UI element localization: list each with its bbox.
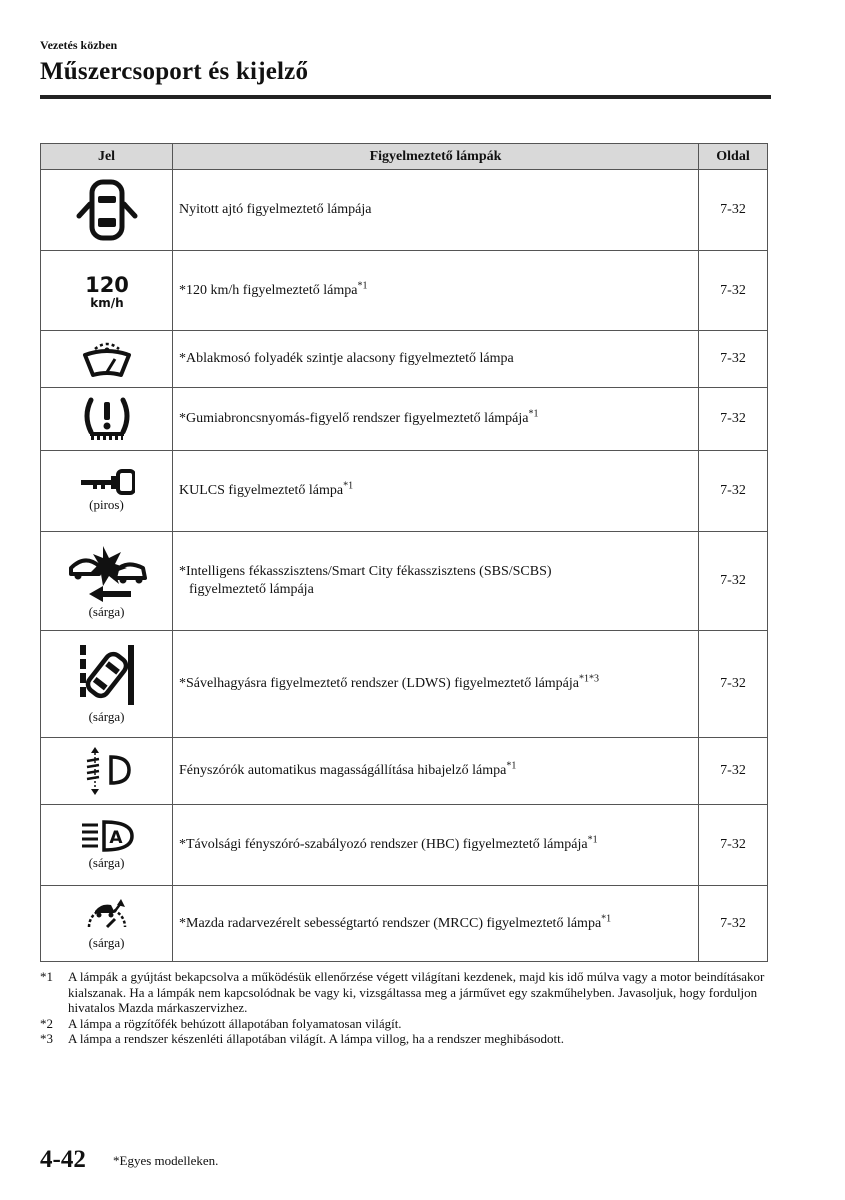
table-row [41, 532, 768, 631]
warning-lamp-table [40, 143, 768, 962]
icon-cell [41, 631, 173, 738]
page-title: Műszercsoport és kijelző [40, 58, 309, 85]
radar-cruise-icon [85, 897, 129, 933]
page-reference: 7-32 [699, 388, 768, 451]
page-reference: 7-32 [699, 738, 768, 805]
svg-text:km/h: km/h [89, 295, 124, 310]
lamp-description: *Ablakmosó folyadék szintje alacsony figyelmeztető lámpa [173, 331, 699, 388]
column-header-symbol: Jel [41, 144, 173, 170]
table-row [41, 738, 768, 805]
lamp-description: Nyitott ajtó figyelmeztető lámpája [173, 170, 699, 251]
footnote-ref: *1 [587, 834, 598, 846]
section-label: Vezetés közben [40, 38, 118, 52]
footnotes [40, 969, 770, 1047]
collision-brake-icon [65, 542, 149, 602]
page-reference: 7-32 [699, 805, 768, 886]
lamp-description: KULCS figyelmeztető lámpa$^{*1}$ [173, 451, 699, 532]
footnote-text: A lámpa a rendszer készenléti állapotában világít. A lámpa villog, ha a rendszer meghibásodott. [68, 1031, 565, 1046]
page-reference: 7-32 [699, 331, 768, 388]
icon-cell [41, 170, 173, 251]
icon-cell [41, 251, 173, 331]
lamp-description: *Sávelhagyásra figyelmeztető rendszer (LDWS) figyelmeztető lámpája$^{*1*3}$ [173, 631, 699, 738]
lamp-description: Fényszórók automatikus magasságállítása hibajelző lámpa$^{*1}$ [173, 738, 699, 805]
icon-cell [41, 331, 173, 388]
open-door-icon [76, 178, 138, 242]
lamp-color-note: (piros) [89, 497, 124, 512]
table-row [41, 631, 768, 738]
lamp-description: *120 km/h figyelmeztető lámpa$^{*1}$ [173, 251, 699, 331]
footnote [40, 969, 770, 1016]
icon-cell [41, 451, 173, 532]
lamp-color-note: (sárga) [88, 604, 125, 619]
icon-cell [41, 886, 173, 962]
lane-departure-icon [76, 643, 138, 707]
footnote-ref: *1 [357, 279, 368, 291]
lamp-description: *Intelligens fékasszisztens/Smart City fékasszisztens (SBS/SCBS) figyelmeztető lámpája [173, 532, 699, 631]
footnote-mark: *2 [40, 1015, 53, 1031]
footnote [40, 1016, 770, 1032]
table-row [41, 451, 768, 532]
column-header-lamps: Figyelmeztető lámpák [173, 144, 699, 170]
high-beam-control-icon [80, 819, 134, 853]
page-reference: 7-32 [699, 451, 768, 532]
lamp-description: *Távolsági fényszóró-szabályozó rendszer (HBC) figyelmeztető lámpája$^{*1}$ [173, 805, 699, 886]
speed-120-icon [82, 271, 132, 311]
footnote-ref: *1 [506, 760, 517, 772]
icon-cell [41, 738, 173, 805]
footnote-mark: *3 [40, 1031, 53, 1046]
page-reference: 7-32 [699, 251, 768, 331]
footer-note: *Egyes modelleken. [113, 1153, 219, 1168]
lamp-description: *Gumiabroncsnyomás-figyelő rendszer figyelmeztető lámpája$^{*1}$ [173, 388, 699, 451]
column-header-page: Oldal [699, 144, 768, 170]
lamp-color-note: (sárga) [88, 934, 125, 950]
washer-fluid-icon [81, 339, 133, 379]
table-header-row [41, 144, 768, 170]
table-row [41, 388, 768, 451]
footnote [40, 1031, 770, 1047]
svg-text:A: A [108, 828, 123, 848]
tire-pressure-icon [81, 396, 133, 442]
table-row [41, 805, 768, 886]
page-reference: 7-32 [699, 532, 768, 631]
table-row [41, 251, 768, 331]
footnote-ref: *1 [343, 480, 354, 492]
table-row [41, 170, 768, 251]
icon-cell [41, 805, 173, 886]
lamp-description: *Mazda radarvezérelt sebességtartó rendszer (MRCC) figyelmeztető lámpa$^{*1}$ [173, 886, 699, 962]
key-icon [79, 469, 135, 495]
icon-cell [41, 532, 173, 631]
footnote-ref: *1 [601, 912, 612, 924]
title-divider [40, 95, 771, 99]
footnote-ref: *1 [528, 408, 539, 420]
table-row [41, 886, 768, 962]
footnote-text: A lámpa a rögzítőfék behúzott állapotában folyamatosan világít. [68, 1015, 402, 1031]
icon-cell [41, 388, 173, 451]
page-reference: 7-32 [699, 170, 768, 251]
footnote-ref: *1*3 [579, 673, 599, 685]
page-reference: 7-32 [699, 631, 768, 738]
footnote-mark: *1 [40, 969, 53, 984]
lamp-color-note: (sárga) [88, 709, 125, 724]
page-number: 4-42 [40, 1146, 86, 1173]
lamp-color-note: (sárga) [88, 855, 125, 870]
svg-text:120: 120 [84, 272, 129, 297]
headlight-leveling-icon [81, 745, 133, 797]
footnote-text: A lámpák a gyújtást bekapcsolva a működésük ellenőrzése végett világítani kezdenek, majd kis idő múlva vagy a motor beindításakor kialszanak. Ha a lámpák nem kapcsolódnak be vagy ki, vizsgáltassa meg a járművet egy szakműhelyben. Javasoljuk, hogy forduljon hivatalos Mazda márkaszervizhez. [68, 969, 765, 1015]
table-row [41, 331, 768, 388]
page-reference: 7-32 [699, 886, 768, 962]
